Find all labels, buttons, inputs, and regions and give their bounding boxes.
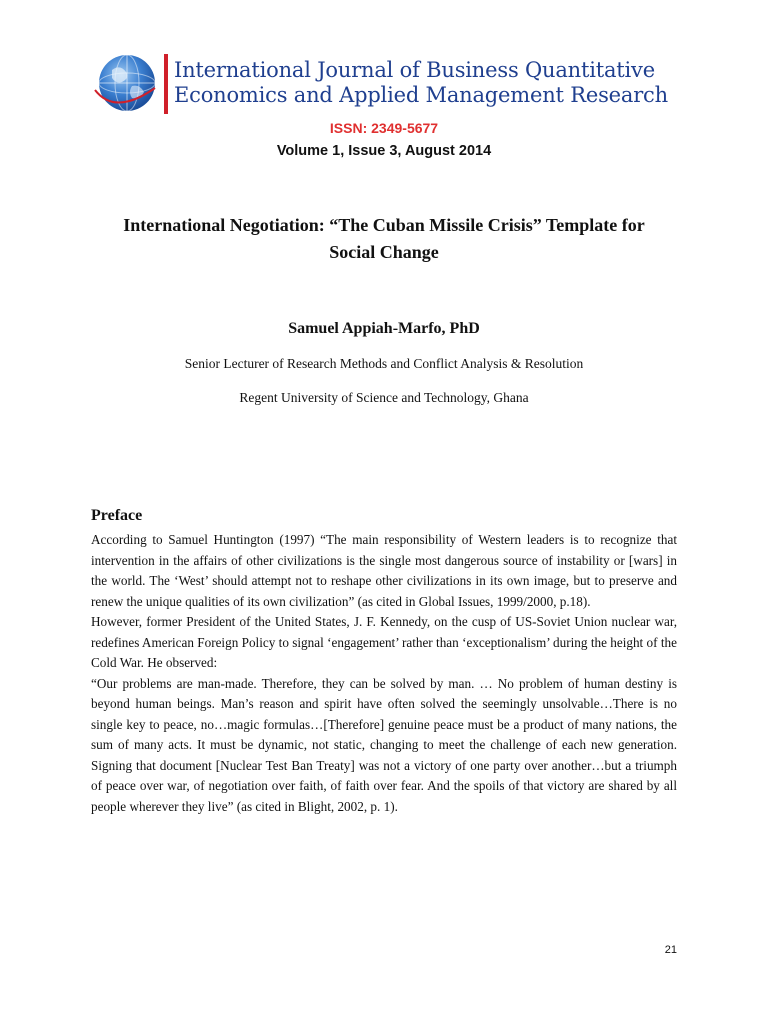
paragraph: According to Samuel Huntington (1997) “The main responsibility of Western leaders is to recognize that intervention in the affairs of other civilizations is the single most dangerous source of instability or [wars] in the world. The ‘West’ should attempt not to reshape other civilizations in its own image, but to preserve and renew the unique qualities of its own civilization” (as cited in Global Issues, 1999/2000, p.18). bbox=[91, 532, 677, 609]
article-title-line-2: Social Change bbox=[329, 242, 439, 262]
page-number: 21 bbox=[664, 944, 677, 956]
preface-body bbox=[91, 530, 677, 817]
author-affiliation-title: Senior Lecturer of Research Methods and Conflict Analysis & Resolution bbox=[184, 356, 584, 371]
section-heading-preface: Preface bbox=[91, 507, 143, 524]
journal-name bbox=[174, 58, 694, 108]
block-quote-paragraph: “Our problems are man-made. Therefore, they can be solved by man. … No problem of human destiny is beyond human beings. Man’s reason and spirit have often solved the seemingly unsolvable…There is no single key to peace, no…magic formulas…[Therefore] genuine peace must be a product of many nations, the sum of many acts. It must be dynamic, not static, changing to meet the challenge of each new generation. Signing that document [Nuclear Test Ban Treaty] was not a victory of one party over another…but a triumph of peace over war, of negotiation over faith, of faith over fear. And the spoils of that victory are shared by all people wherever they live” (as cited in Blight, 2002, p. 1). bbox=[91, 675, 677, 814]
journal-name-line-1: International Journal of Business Quantitative bbox=[174, 58, 655, 82]
issn: ISSN: 2349-5677 bbox=[329, 120, 439, 136]
author-affiliation-institution: Regent University of Science and Technology, Ghana bbox=[239, 390, 529, 405]
journal-masthead bbox=[92, 46, 682, 118]
volume-issue: Volume 1, Issue 3, August 2014 bbox=[276, 143, 492, 159]
red-divider-bar bbox=[164, 54, 168, 114]
author-name: Samuel Appiah-Marfo, PhD bbox=[288, 320, 480, 337]
journal-name-line-2: Economics and Applied Management Research bbox=[174, 83, 668, 107]
article-title-line-1: International Negotiation: “The Cuban Missile Crisis” Template for bbox=[123, 215, 645, 235]
paragraph: However, former President of the United States, J. F. Kennedy, on the cusp of US-Soviet Union nuclear war, redefines American Foreign Policy to signal ‘engagement’ rather than ‘exceptionalism’ during the height of the Cold War. He observed: bbox=[91, 614, 677, 670]
article-title bbox=[80, 212, 688, 266]
globe-logo-icon bbox=[92, 50, 162, 116]
